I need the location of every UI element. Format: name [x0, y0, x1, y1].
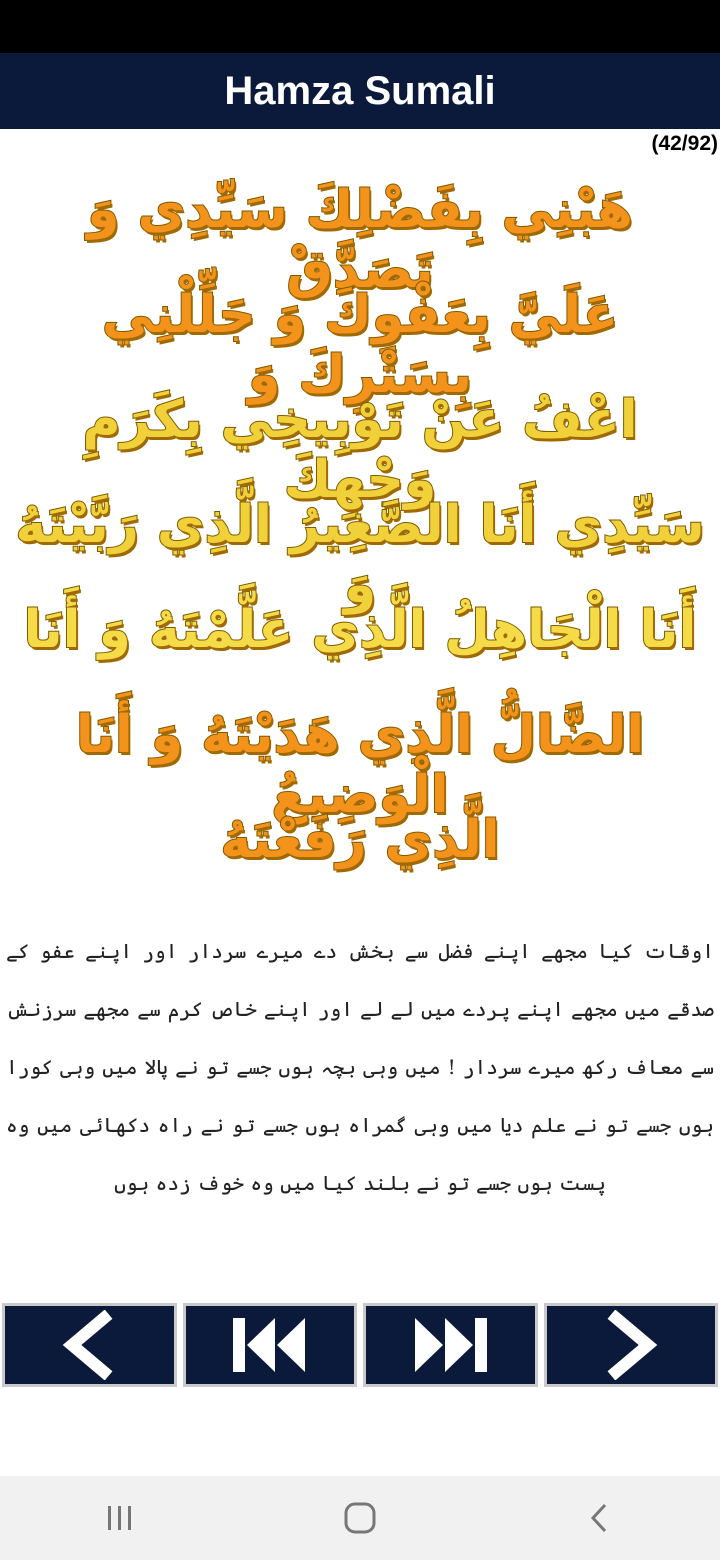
arabic-line-5: أَنَا الْجَاهِلُ الَّذِي عَلَّمْتَهُ وَ أَنَا	[23, 600, 697, 660]
app-title: Hamza Sumali	[224, 68, 496, 113]
urdu-translation: اوقات کیا مجھے اپنے فضل سے بخش دے میرے سردار اور اپنے عفو کے صدقے میں مجھے اپنے پردے میں لے لے اور اپنے خاص کرم سے مجھے سرزنش سے معاف رکھ میرے سردار ! میں وہی بچہ ہوں جسے تو نے پالا میں وہی کورا ہوں جسے تو نے علم دیا میں وہی گمراہ ہوں جسے تو نے راہ دکھائی میں وہ پست ہوں جسے تو نے بلند کیا میں وہ خوف زدہ ہوں	[6, 939, 714, 1195]
next-button[interactable]	[544, 1303, 719, 1387]
skip-back-icon	[215, 1310, 325, 1380]
page-counter: (42/92)	[651, 132, 718, 155]
system-navigation-bar	[0, 1476, 720, 1560]
arabic-line-6: الضَّالُّ الَّذِي هَدَيْتَهُ وَ أَنَا الْوَضِيعُ	[75, 705, 645, 825]
arabic-text-image	[0, 170, 720, 900]
recent-apps-icon	[105, 1503, 135, 1533]
chevron-right-icon	[576, 1310, 686, 1380]
chevron-left-icon	[34, 1310, 144, 1380]
last-page-button[interactable]	[363, 1303, 538, 1387]
home-button[interactable]	[260, 1476, 460, 1560]
arabic-line-1: هَبْنِي بِفَضْلِكَ سَيِّدِي وَ تَصَدَّقْ	[87, 180, 633, 300]
back-button[interactable]	[500, 1476, 700, 1560]
app-header	[0, 53, 720, 129]
previous-button[interactable]	[2, 1303, 177, 1387]
home-icon	[343, 1501, 377, 1535]
navigation-bar	[2, 1303, 718, 1387]
arabic-line-4: سَيِّدِي أَنَا الصَّغِيرُ الَّذِي رَبَّيْتَهُ وَ	[15, 495, 705, 615]
first-page-button[interactable]	[183, 1303, 358, 1387]
skip-forward-icon	[395, 1310, 505, 1380]
status-bar	[0, 0, 720, 53]
arabic-line-2: عَلَيَّ بِعَفْوِكَ وَ جَلِّلْنِي بِسَتْرِكَ وَ	[101, 285, 619, 405]
recent-apps-button[interactable]	[20, 1476, 220, 1560]
arabic-line-3: اعْفُ عَنْ تَوْبِيخِي بِكَرَمِ وَجْهِكَ	[82, 390, 638, 510]
arabic-line-7: الَّذِي رَفَعْتَهُ	[220, 810, 500, 870]
back-icon	[585, 1501, 615, 1535]
